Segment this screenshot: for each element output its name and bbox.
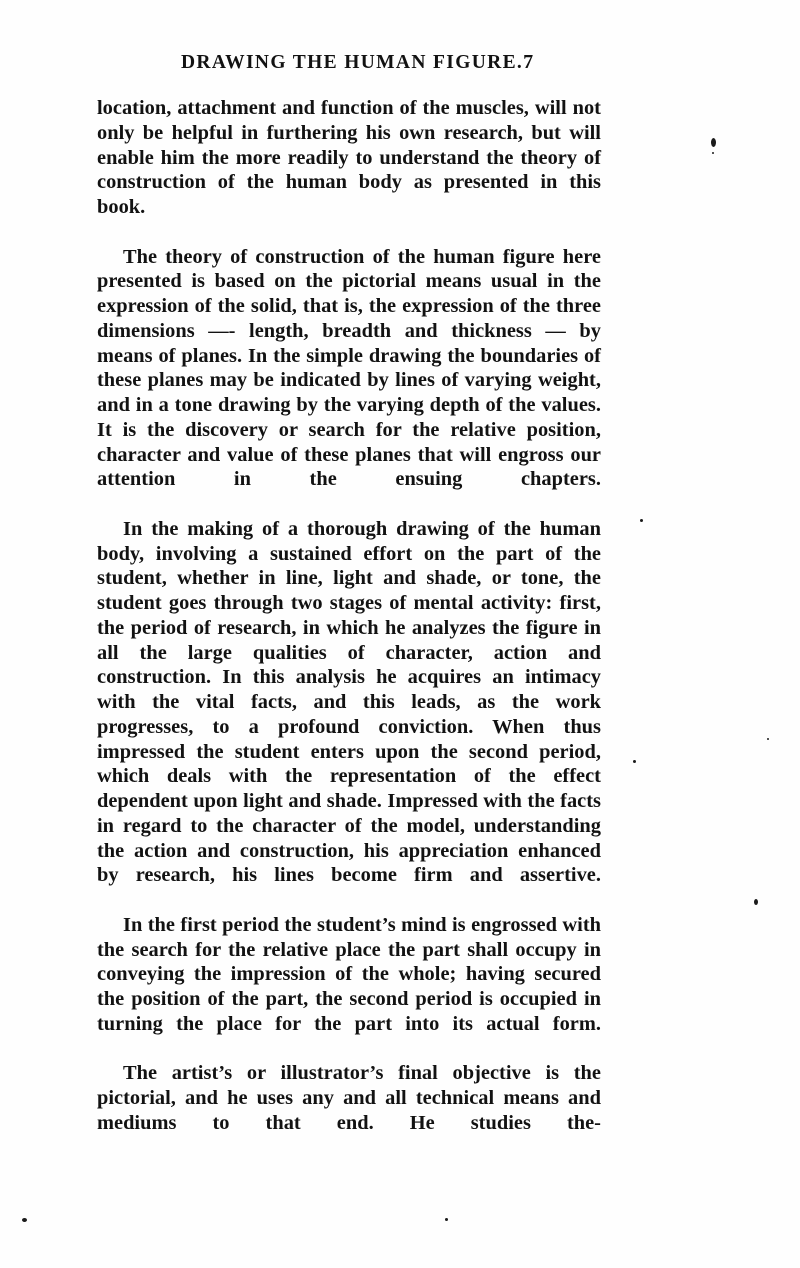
paragraph: location, attachment and function of the muscles, will not only be helpful in furthering his own research, but will enable him the more readily to understand the theory of construction of the human body as presented in this book. bbox=[97, 97, 601, 218]
paragraph: In the first period the student’s mind is engrossed with the search for the relative place the part shall occupy in conveying the impression of the whole; having secured the position of the part, the second period is occupied in turning the place for the part into its actual form. bbox=[97, 913, 601, 1035]
scan-speck bbox=[712, 152, 714, 154]
running-head-title: DRAWING THE HUMAN FIGURE. bbox=[181, 52, 524, 73]
scan-speck bbox=[711, 138, 716, 147]
paragraph: The artist’s or illustrator’s final objective is the pictorial, and he uses any and all technical means and mediums to that end. He studies the- bbox=[97, 1062, 601, 1134]
scan-speck bbox=[640, 519, 643, 522]
scan-speck bbox=[754, 899, 758, 905]
paragraph: The theory of construction of the human figure here presented is based on the pictorial means usual in the expression of the solid, that is, the expression of the three dimensions —- length, breadth and thickness — by means of planes. In the simple drawing the boundaries of these planes may be indicated by lines of varying weight, and in a tone drawing by the varying depth of the values. It is the discovery or search for the relative position, character and value of these planes that will engross our attention in the ensuing chapters. bbox=[97, 245, 601, 491]
scan-speck bbox=[22, 1218, 27, 1222]
paragraph: In the making of a thorough drawing of the human body, involving a sustained effort on the part of the student, whether in line, light and shade, or tone, the student goes through two stages of mental activity: first, the period of research, in which he analyzes the figure in all the large qualities of character, action and construction. In this analysis he acquires an intimacy with the vital facts, and this leads, as the work progresses, to a profound conviction. When thus impressed the student enters upon the second period, which deals with the representation of the effect dependent upon light and shade. Impressed with the facts in regard to the character of the model, understanding the action and construction, his appreciation enhanced by research, his lines become firm and assertive. bbox=[97, 517, 601, 887]
running-head bbox=[97, 52, 600, 82]
page-number: 7 bbox=[523, 51, 534, 73]
scan-speck bbox=[767, 738, 769, 740]
body-text-block bbox=[97, 96, 601, 1160]
scan-speck bbox=[445, 1218, 448, 1221]
scan-speck bbox=[633, 760, 636, 763]
